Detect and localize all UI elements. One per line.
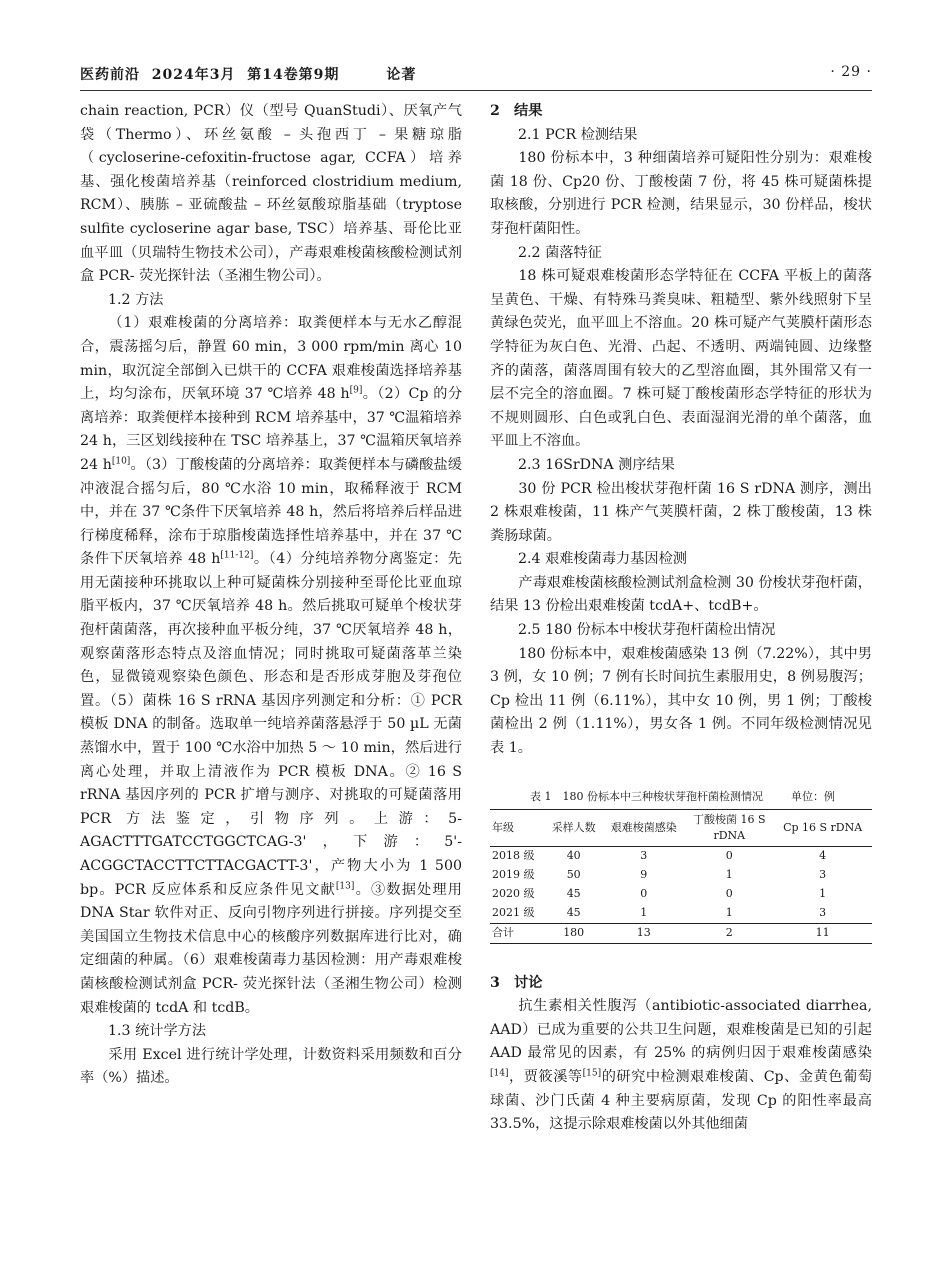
citation: [13] <box>335 880 355 891</box>
left-column <box>80 100 462 1091</box>
table-header-cell: 丁酸梭菌 16 S rDNA <box>693 812 766 842</box>
section-2-1-heading: 2.1 PCR 检测结果 <box>518 126 638 143</box>
section-1-2-heading: 1.2 方法 <box>108 291 164 308</box>
page-number: · 29 · <box>830 64 872 80</box>
detection-paragraph: 180 份标本中，艰难梭菌感染 13 例（7.22%），其中男 3 例，女 10 例；7 例有长时间抗生素服用史，8 例易腹泻；Cp 检出 11 例（6.11%），其中女 10 例，男 1 例；丁酸梭菌检出 2 例（1.11%），男女各 1 例。不同年级检测情况见表 1。 <box>490 645 872 757</box>
detection-table <box>490 809 872 944</box>
citation: [15] <box>582 1068 602 1079</box>
section-2-4-heading: 2.4 艰难梭菌毒力基因检测 <box>518 551 687 568</box>
table-header-cell: 年级 <box>492 820 514 834</box>
discussion-paragraph: 抗生素相关性腹泻（antibiotic-associated diarrhea, AAD）已成为重要的公共卫生问题，艰难梭菌是已知的引起 AAD 最常见的因素，有 25% 的病例归因于艰难梭菌感染[14]，贾筱溪等[15]的研究中检测艰难梭菌、Cp、金黄色葡萄球菌、沙门氏菌 4 种主要病原菌，发现 Cp 的阳性率最高 33.5%，这提示除艰难梭菌以外其他细菌 <box>490 998 872 1133</box>
header-rule <box>80 90 872 91</box>
methods-paragraph: （1）艰难梭菌的分离培养：取粪便样本与无水乙醇混合，震荡摇匀后，静置 60 min，3 000 rpm/min 离心 10 min，取沉淀全部倒入已烘干的 CCFA 艰难梭菌选择培养基上，均匀涂布，厌氧环境 37 ℃培养 48 h[9]。（2）Cp 的分离培养：取粪便样本接种到 RCM 培养基中，37 ℃温箱培养 24 h，三区划线接种在 TSC 培养基上，37 ℃温箱厌氧培养 24 h[10]。（3）丁酸梭菌的分离培养：取粪便样本与磷酸盐缓冲液混合摇匀后，80 ℃水浴 10 min，取稀释液于 RCM 中，并在 37 ℃条件下厌氧培养 48 h，然后将培养后样品进行梯度稀释，涂布于琼脂梭菌选择性培养基中，并在 37 ℃条件下厌氧培养 48 h[11-12]。（4）分纯培养物分离鉴定：先用无菌接种环挑取以上种可疑菌株分别接种至哥伦比亚血琼脂平板内，37 ℃厌氧培养 48 h。然后挑取可疑单个梭状芽孢杆菌菌落，再次接种血平板分纯，37 ℃厌氧培养 48 h，观察菌落形态特点及溶血情况；同时挑取可疑菌落革兰染色，显微镜观察染色颜色、形态和是否形成芽胞及芽孢位置。（5）菌株 16 S rRNA 基因序列测定和分析：① PCR 模板 DNA 的制备。选取单一纯培养菌落悬浮于 50 µL 无菌蒸馏水中，置于 100 ℃水浴中加热 5 ～ 10 min，然后进行离心处理，并取上清液作为 PCR 模板 DNA。② 16 S rRNA 基因序列的 PCR 扩增与测序、对挑取的可疑菌落用 PCR 方法鉴定，引物序列。上游：5-AGACTTTGATCCTGGCTCAG-3'，下游：5'-ACGGCTACCTTCTTACGACTT-3'，产物大小为 1 500 bp。PCR 反应体系和反应条件见文献[13]。③数据处理用 DNA Star 软件对正、反向引物序列进行拼接。序列提交至美国国立生物技术信息中心的核酸序列数据库进行比对，确定细菌的种属。（6）艰难梭菌毒力基因检测：用产毒艰难梭菌核酸检测试剂盒 PCR- 荧光探针法（圣湘生物公司）检测艰难梭菌的 tcdA 和 tcdB。 <box>80 315 463 1016</box>
pcr-results-paragraph: 180 份标本中，3 种细菌培养可疑阳性分别为：艰难梭菌 18 份、Cp20 份、丁酸梭菌 7 份，将 45 株可疑菌株提取核酸，分别进行 PCR 检测，结果显示，30 份样品，梭状芽孢杆菌阳性。 <box>490 150 872 237</box>
table-row: 2021 级 45 1 1 3 <box>492 906 827 920</box>
section-2-5-heading: 2.5 180 份标本中梭状芽孢杆菌检出情况 <box>518 622 776 639</box>
section-2-2-heading: 2.2 菌落特征 <box>518 244 602 261</box>
section-3-heading: 3 讨论 <box>490 974 543 991</box>
table-header-cell: Cp 16 S rDNA <box>783 820 863 834</box>
citation: [9] <box>349 385 363 396</box>
table-row: 2019 级 50 9 1 3 <box>492 868 827 882</box>
citation: [14] <box>490 1068 509 1079</box>
table-row: 2020 级 45 0 0 1 <box>492 887 827 901</box>
colony-features-paragraph: 18 株可疑艰难梭菌形态学特征在 CCFA 平板上的菌落呈黄色、干燥、有特殊马粪臭味、粗糙型、紫外线照射下呈黄绿色荧光，血平皿上不溶血。20 株可疑产气荚膜杆菌形态学特征为灰白色、光滑、凸起、不透明、两端钝圆、边缘整齐的菌落，菌落周围有较大的乙型溶血圈，其外围常又有一层不完全的溶血圈。7 株可疑丁酸梭菌形态学特征的形状为不规则圆形、白色或乳白色、表面湿润光滑的单个菌落，血平皿上不溶血。 <box>490 268 872 450</box>
materials-paragraph: chain reaction, PCR）仪（型号 QuanStudi）、厌氧产气袋（Thermo）、环丝氨酸 – 头孢西丁 – 果糖琼脂（cycloserine-cefoxitin-fructose agar, CCFA）培养基、强化梭菌培养基（reinforced clostridium medium, RCM）、胰胨 – 亚硫酸盐 – 环丝氨酸琼脂基础（tryptose sulfite cycloserine agar base, TSC）培养基、哥伦比亚血平皿（贝瑞特生物技术公司），产毒艰难梭菌核酸检测试剂盒 PCR- 荧光探针法（圣湘生物公司）。 <box>80 103 462 285</box>
section-2-3-heading: 2.3 16SrDNA 测序结果 <box>518 456 675 473</box>
table-unit: 单位：例 <box>791 789 835 803</box>
section-1-3-heading: 1.3 统计学方法 <box>108 1023 207 1040</box>
citation: [10] <box>111 456 131 467</box>
virulence-paragraph: 产毒艰难梭菌核酸检测试剂盒检测 30 份梭状芽孢杆菌，结果 13 份检出艰难梭菌 tcdA+、tcdB+。 <box>490 574 872 615</box>
section-2-heading: 2 结果 <box>490 103 543 119</box>
table-caption: 表 1 180 份标本中三种梭状芽孢杆菌检测情况 单位：例 <box>530 789 835 803</box>
right-column <box>490 100 872 1137</box>
table-header-cell: 艰难梭菌感染 <box>610 820 677 834</box>
table-row: 2018 级 40 3 0 4 <box>492 849 827 863</box>
statistics-paragraph: 采用 Excel 进行统计学处理，计数资料采用频数和百分率（%）描述。 <box>80 1046 462 1087</box>
table-total-row: 合计 180 13 2 11 <box>490 923 872 943</box>
journal-info: 医药前沿 2024年3月 第14卷第9期 论著 <box>80 67 417 83</box>
sequencing-paragraph: 30 份 PCR 检出梭状芽孢杆菌 16 S rDNA 测序，测出 2 株艰难梭菌，11 株产气荚膜杆菌，2 株丁酸梭菌，13 株粪肠球菌。 <box>490 480 872 544</box>
running-header <box>80 64 872 86</box>
table-header-cell: 采样人数 <box>551 820 596 834</box>
citation: [11-12] <box>220 550 254 561</box>
